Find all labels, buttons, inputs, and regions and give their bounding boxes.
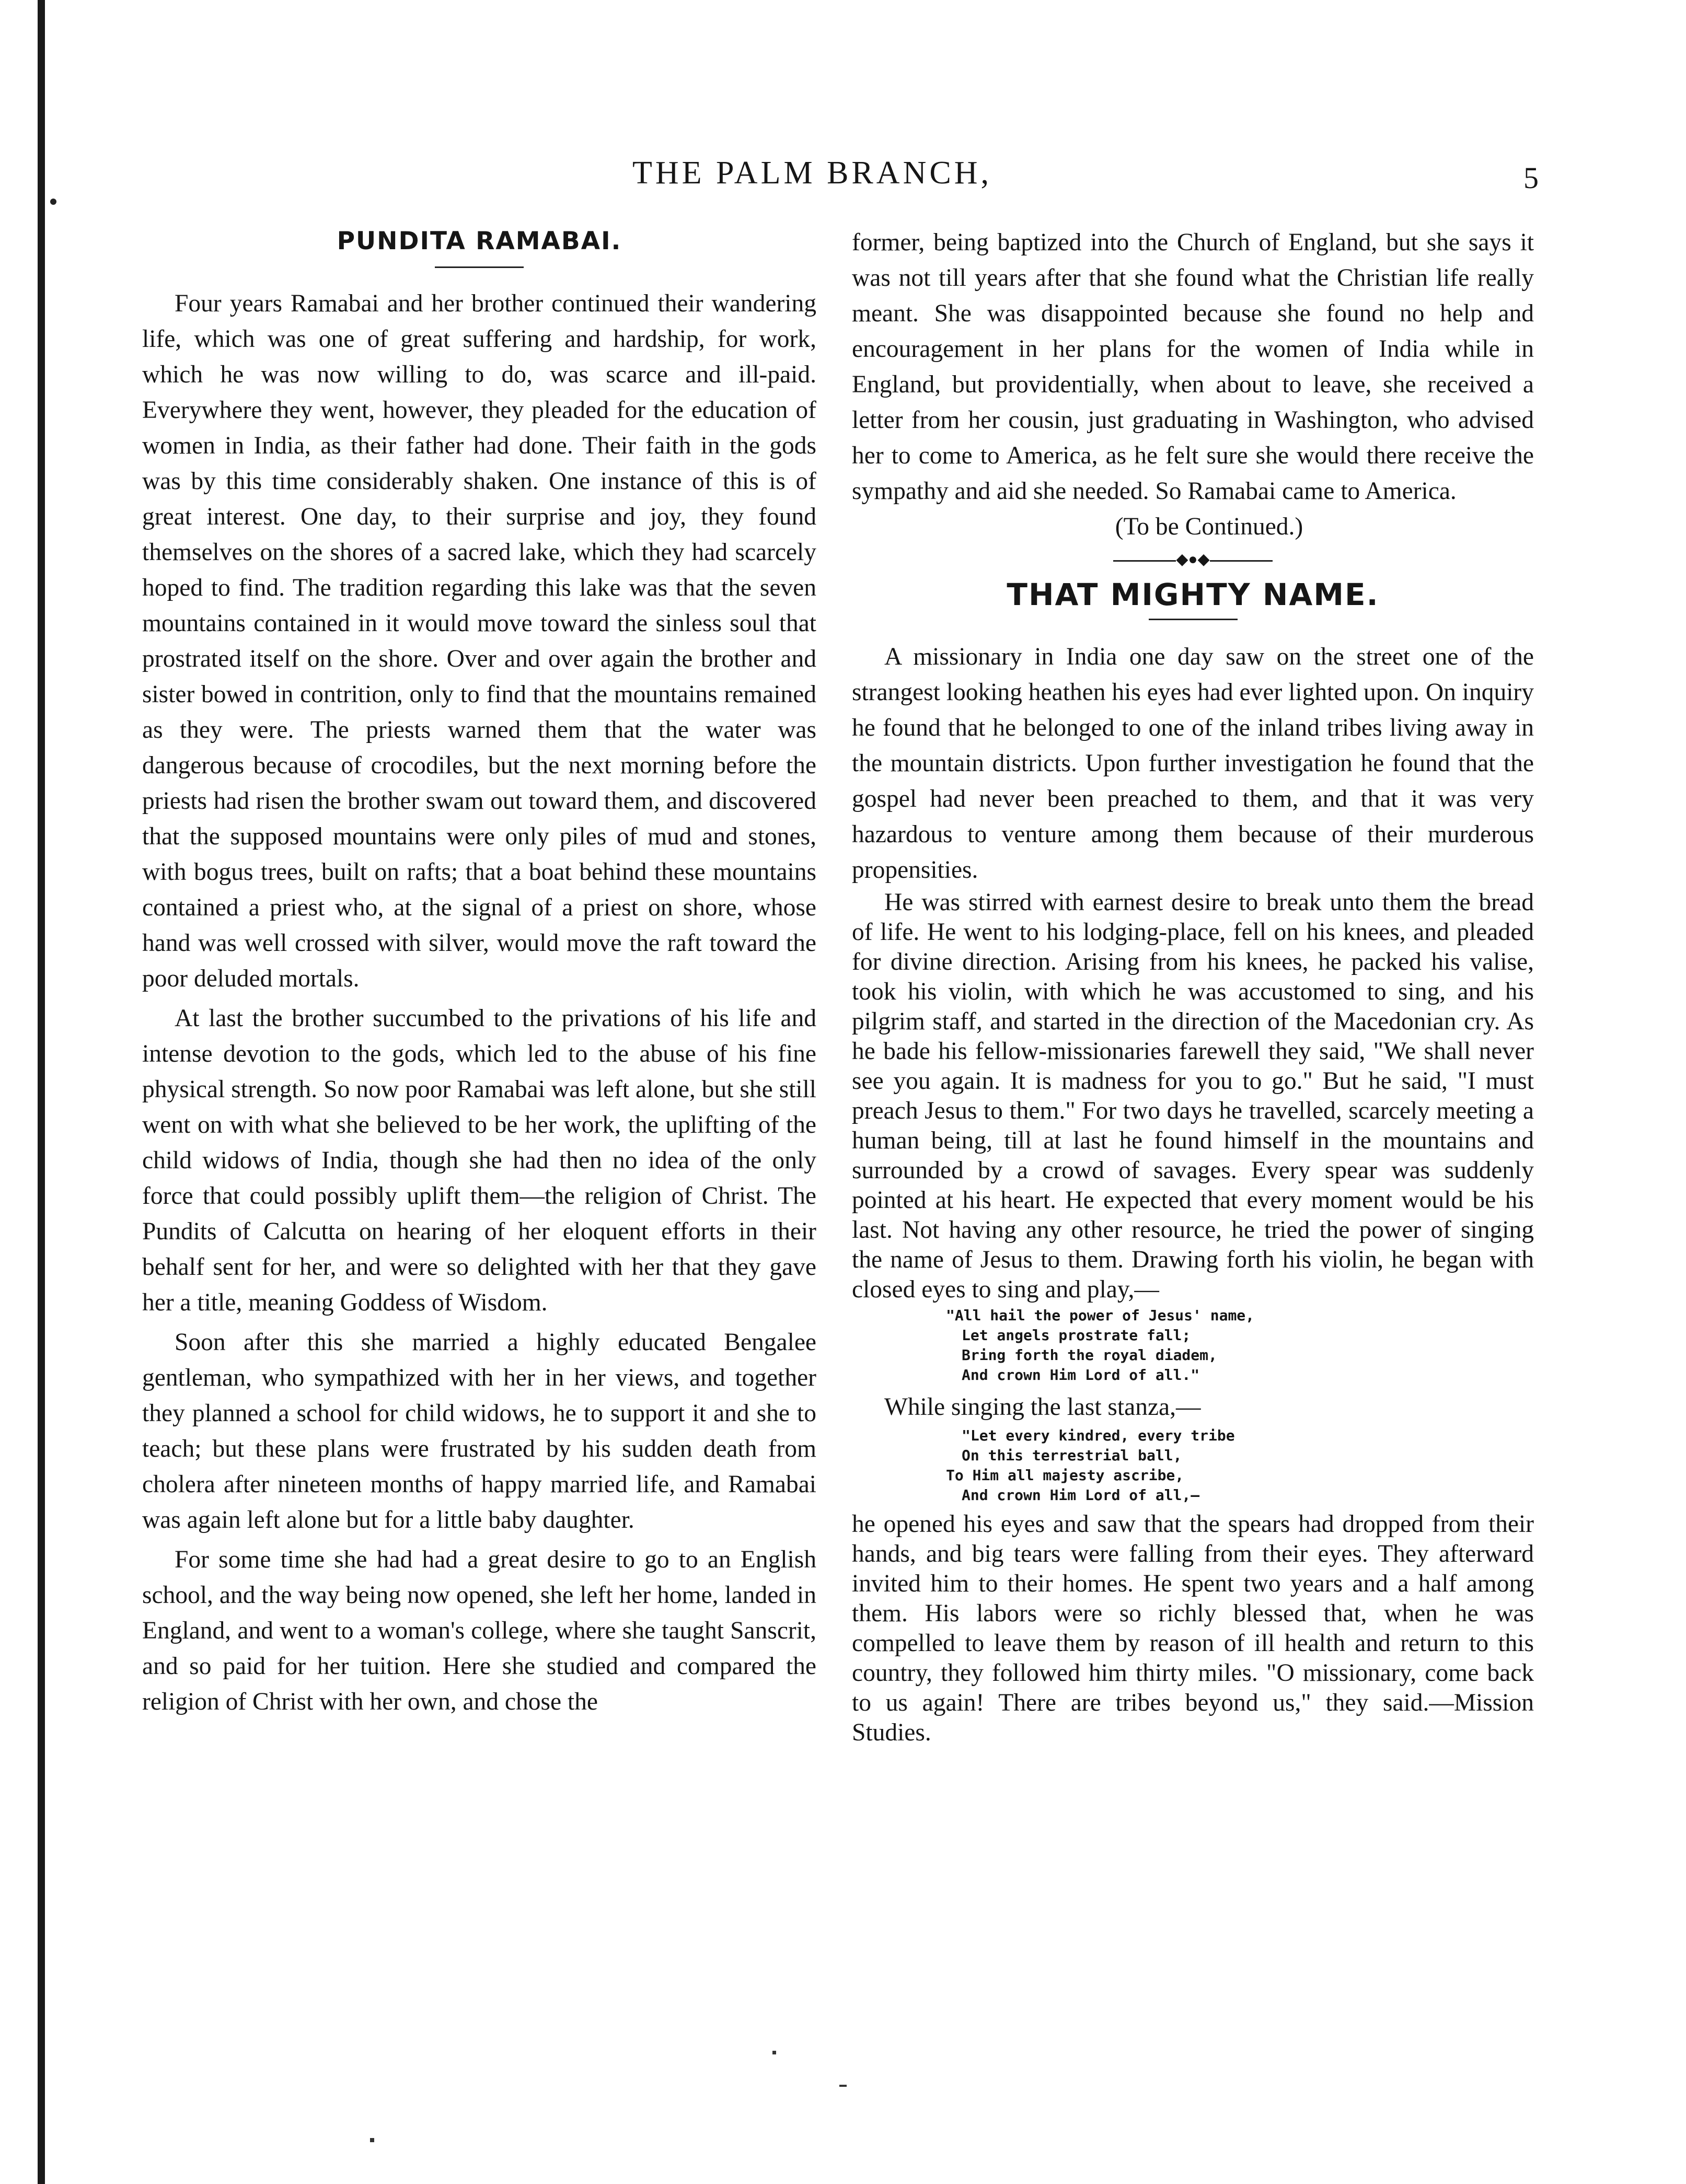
verse-line: And crown Him Lord of all,— <box>962 1486 1200 1504</box>
verse-line: Bring forth the royal diadem, <box>962 1346 1217 1364</box>
verse-line: On this terrestrial ball, <box>962 1447 1182 1464</box>
title-rule <box>435 266 524 268</box>
article-paragraph: At last the brother succumbed to the privations of his life and intense devotion to the gods, which led to the abuse of his fine physical strength. So now poor Ramabai was left alone, but she still went on with what she believed to be her work, the uplifting of the child widows of India, though she had then no idea of the only force that could possibly uplift them—the religion of Christ. The Pundits of Calcutta on hearing of her eloquent efforts in their behalf sent for her, and were so delighted with her that they gave her a title, meaning Goddess of Wisdom. <box>142 1005 816 1316</box>
article-paragraph: For some time she had had a great desire to go to an English school, and the way being now opened, she left her home, landed in England, and went to a woman's college, where she taught Sanscrit, and so paid for her tuition. Here she studied and compared the religion of Christ with her own, and chose the <box>142 1546 816 1715</box>
article-title-that-mighty-name: THAT MIGHTY NAME. <box>1007 577 1379 612</box>
to-be-continued-note: (To be Continued.) <box>1115 513 1303 540</box>
hymn-verse <box>852 1306 1534 1385</box>
verse-line: Let angels prostrate fall; <box>962 1327 1191 1344</box>
page-number: 5 <box>1523 161 1539 195</box>
article-title-pundita-ramabai: PUNDITA RAMABAI. <box>337 227 622 255</box>
verse-line: And crown Him Lord of all." <box>962 1366 1200 1384</box>
article-paragraph: He was stirred with earnest desire to break unto them the bread of life. He went to his lodging-place, fell on his knees, and pleaded for divine direction. Arising from his knees, he packed his valise, took his violin, with which he was accustomed to sing, and his pilgrim staff, and started in the direction of the Macedonian cry. As he bade his fellow-missionaries farewell they said, "We shall never see you again. It is madness for you to go." But he said, "I must preach Jesus to them." For two days he travelled, scarcely meeting a human being, till at last he found himself in the mountains and surrounded by a crowd of savages. Every spear was suddenly pointed at his heart. He expected that every moment would be his last. Not having any other resource, he tried the power of singing the name of Jesus to them. Drawing forth his violin, he began with closed eyes to sing and play,— <box>852 889 1534 1303</box>
verse-interlude: While singing the last stanza,— <box>884 1393 1201 1421</box>
article-continuation: former, being baptized into the Church of England, but she says it was not till years after that she found what the Christian life really meant. She was disappointed because she found no help and encouragement in her plans for the women of India while in England, but providentially, when about to leave, she received a letter from her cousin, just graduating in Washington, who advised her to come to America, as he felt sure she would there receive the sympathy and aid she needed. So Ramabai came to America. <box>852 229 1534 505</box>
print-speck <box>772 2051 776 2054</box>
verse-line: To Him all majesty ascribe, <box>946 1467 1184 1484</box>
verse-line: "Let every kindred, every tribe <box>962 1427 1235 1444</box>
page-binding-edge <box>38 0 45 2184</box>
article-paragraph: A missionary in India one day saw on the street one of the strangest looking heathen his eyes had ever lighted upon. On inquiry he found that he belonged to one of the inland tribes living away in the mountain districts. Upon further investigation he found that the gospel had never been preached to them, and that it was very hazardous to venture among them because of their murderous propensities. <box>852 643 1534 884</box>
title-rule <box>1149 619 1238 620</box>
print-speck <box>370 2138 374 2142</box>
left-column <box>142 225 816 1720</box>
hymn-verse <box>852 1426 1534 1505</box>
article-paragraph: he opened his eyes and saw that the spears had dropped from their hands, and big tears were falling from their eyes. They afterward invited him to their homes. He spent two years and a half among them. His labors were so richly blessed that, when he was compelled to leave them by reason of ill health and return to this country, they followed him thirty miles. "O missionary, come back to us again! There are tribes beyond us," they said.—Mission Studies. <box>852 1511 1534 1746</box>
section-divider-ornament: ◆●◆ <box>852 552 1534 567</box>
article-paragraph: Four years Ramabai and her brother continued their wandering life, which was one of great suffering and hardship, for work, which he was now willing to do, was scarce and ill-paid. Everywhere they went, however, they pleaded for the education of women in India, as their father had done. Their faith in the gods was by this time considerably shaken. One instance of this is of great interest. One day, to their surprise and joy, they found themselves on the shores of a sacred lake, which they had scarcely hoped to find. The tradition regarding this lake was that the seven mountains contained in it would move toward the sinless soul that prostrated itself on the shore. Over and over again the brother and sister bowed in contrition, only to find that the mountains remained as they were. The priests warned them that the water was dangerous because of crocodiles, but the next morning before the priests had risen the brother swam out toward them, and discovered that the supposed mountains were only piles of mud and stones, with bogus trees, built on rafts; that a boat behind these mountains contained a priest who, at the signal of a priest on shore, whose hand was well crossed with silver, would move the raft toward the poor deluded mortals. <box>142 290 816 992</box>
article-paragraph: Soon after this she married a highly educated Bengalee gentleman, who sympathized with her in her views, and together they planned a school for child widows, he to support it and she to teach; but these plans were frustrated by his sudden death from cholera after nineteen months of happy married life, and Ramabai was again left alone but for a little baby daughter. <box>142 1329 816 1534</box>
verse-line: "All hail the power of Jesus' name, <box>946 1307 1255 1324</box>
print-speck <box>839 2085 847 2087</box>
binding-mark <box>50 199 56 205</box>
running-title: THE PALM BRANCH, <box>632 155 992 191</box>
right-column <box>852 225 1534 1748</box>
